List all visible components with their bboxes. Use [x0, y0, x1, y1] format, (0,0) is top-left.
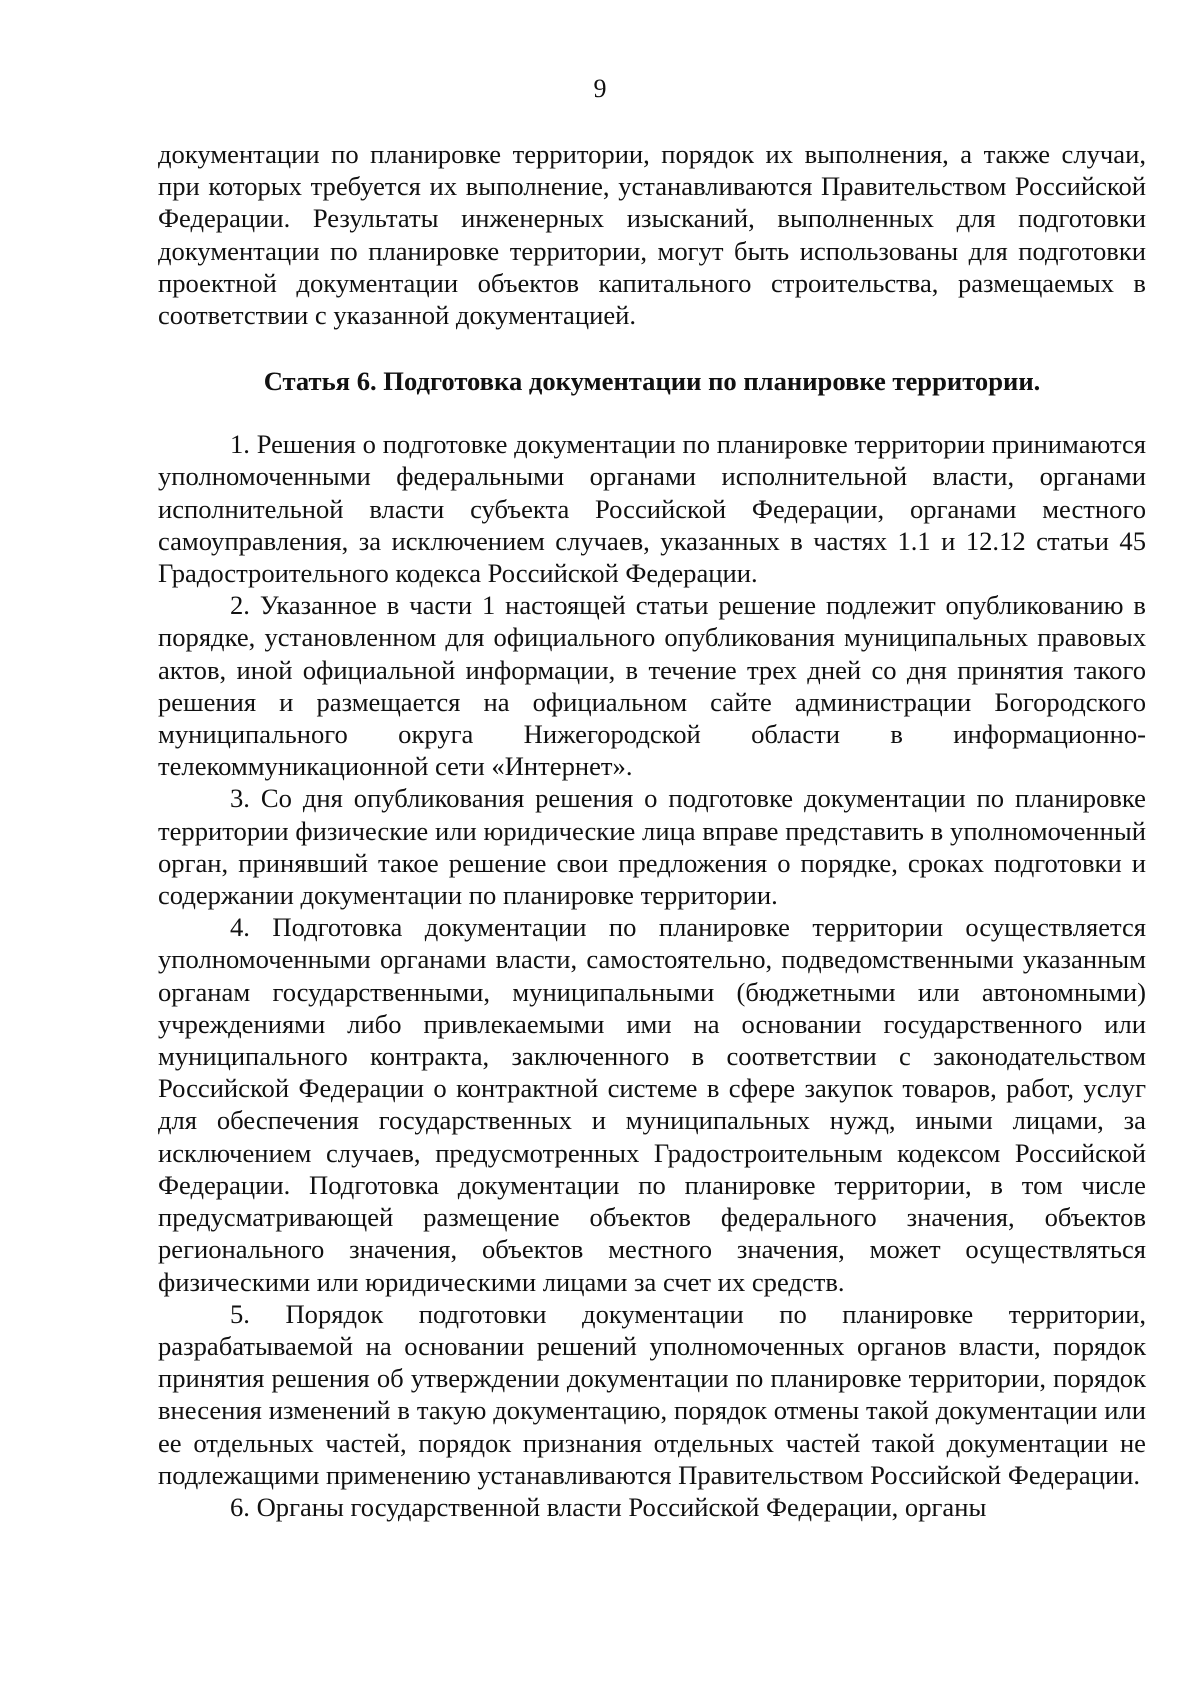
- article-heading: Статья 6. Подготовка документации по планировке территории.: [263, 366, 1041, 397]
- article-item-2: 2. Указанное в части 1 настоящей статьи решение подлежит опубликованию в порядке, установленном для официального опубликования муниципальных правовых актов, иной официальной информации, в течение трех дней со дня принятия такого решения и размещается на официальном сайте администрации Богородского муниципального округа Нижегородской области в информационно-телекоммуникационной сети «Интернет».: [158, 590, 1146, 782]
- intro-paragraph: документации по планировке территории, порядок их выполнения, а также случаи, при которых требуется их выполнение, устанавливаются Правительством Российской Федерации. Результаты инженерных изысканий, выполненных для подготовки документации по планировке территории, могут быть использованы для подготовки проектной документации объектов капитального строительства, размещаемых в соответствии с указанной документацией.: [158, 139, 1146, 331]
- article-item-5: 5. Порядок подготовки документации по планировке территории, разрабатываемой на основании решений уполномоченных органов власти, порядок принятия решения об утверждении документации по планировке территории, порядок внесения изменений в такую документацию, порядок отмены такой документации или ее отдельных частей, порядок признания отдельных частей такой документации не подлежащими применению устанавливаются Правительством Российской Федерации.: [158, 1298, 1146, 1490]
- article-item-4: 4. Подготовка документации по планировке территории осуществляется уполномоченными органами власти, самостоятельно, подведомственными указанным органам государственными, муниципальными (бюджетными или автономными) учреждениями либо привлекаемыми ими на основании государственного или муниципального контракта, заключенного в соответствии с законодательством Российской Федерации о контрактной системе в сфере закупок товаров, работ, услуг для обеспечения государственных и муниципальных нужд, иными лицами, за исключением случаев, предусмотренных Градостроительным кодексом Российской Федерации. Подготовка документации по планировке территории, в том числе предусматривающей размещение объектов федерального значения, объектов регионального значения, объектов местного значения, может осуществляться физическими или юридическими лицами за счет их средств.: [158, 912, 1146, 1297]
- document-body: [158, 138, 1146, 1523]
- article-item-1: 1. Решения о подготовке документации по планировке территории принимаются уполномоченными федеральными органами исполнительной власти, органами исполнительной власти субъекта Российской Федерации, органами местного самоуправления, за исключением случаев, указанных в частях 1.1 и 12.12 статьи 45 Градостроительного кодекса Российской Федерации.: [158, 429, 1146, 589]
- article-item-3: 3. Со дня опубликования решения о подготовке документации по планировке территории физические или юридические лица вправе представить в уполномоченный орган, принявший такое решение свои предложения о порядке, сроках подготовки и содержании документации по планировке территории.: [158, 783, 1146, 911]
- article-item-6: 6. Органы государственной власти Российской Федерации, органы: [230, 1491, 987, 1522]
- page-number: 9: [593, 74, 607, 103]
